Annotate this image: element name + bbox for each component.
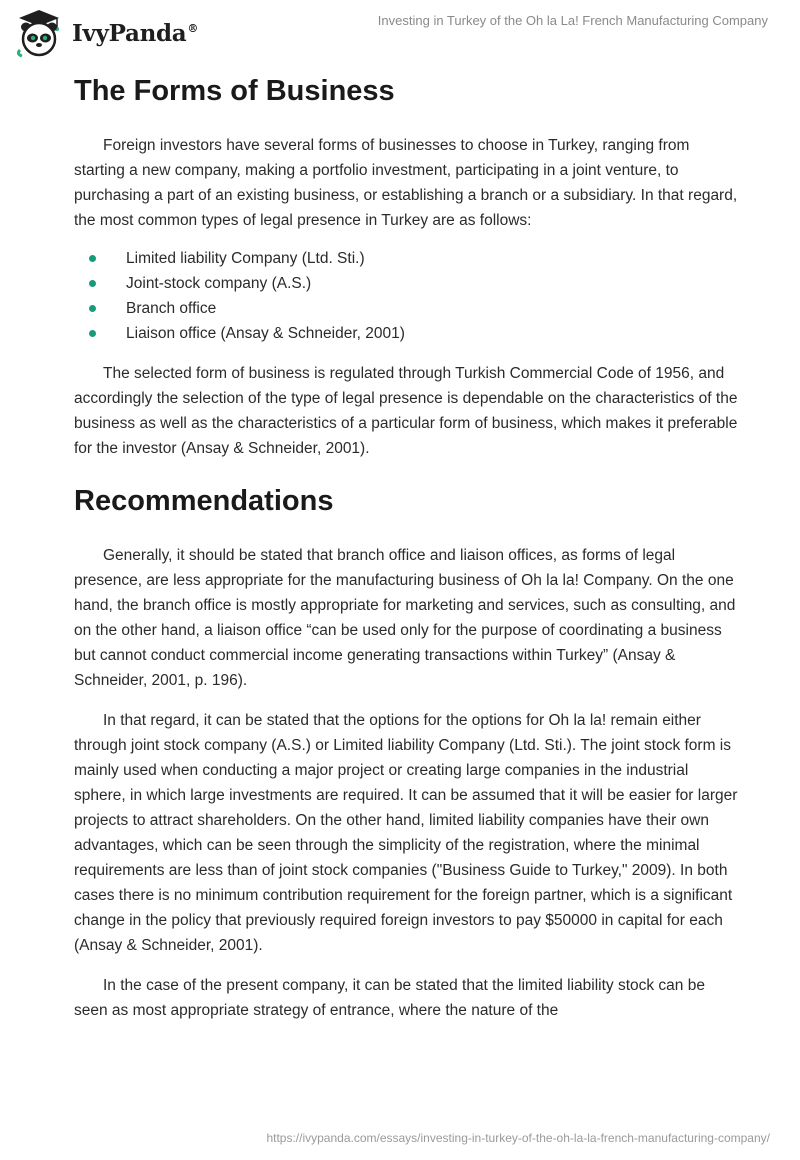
bullet-icon (89, 305, 96, 312)
bullet-icon (89, 330, 96, 337)
essay-content (74, 71, 740, 1023)
document-title: Investing in Turkey of the Oh la La! French Manufacturing Company (377, 13, 768, 28)
list-item: Joint-stock company (A.S.) (74, 271, 740, 296)
forms-after-paragraph: The selected form of business is regulated through Turkish Commercial Code of 1956, and accordingly the selection of the type of legal presence is dependable on the characteristics of the business as well as the characteristics of a particular form of business, which makes it preferable for the investor (Ansay & Schneider, 2001). (74, 365, 738, 457)
list-item: Branch office (74, 296, 740, 321)
logo-wordmark: IvyPanda® (72, 19, 199, 47)
heading-forms-of-business: The Forms of Business (74, 75, 395, 107)
heading-recommendations: Recommendations (74, 485, 334, 517)
recommendation-paragraph: In the case of the present company, it can be stated that the limited liability stock can be seen as most appropriate strategy of entrance, where the nature of the (74, 977, 705, 1019)
ivypanda-logo[interactable] (14, 8, 198, 58)
bullet-icon (89, 255, 96, 262)
source-url-link[interactable]: https://ivypanda.com/essays/investing-in-turkey-of-the-oh-la-la-french-manufacturing-company/ (266, 1131, 770, 1145)
bullet-icon (89, 280, 96, 287)
list-item: Liaison office (Ansay & Schneider, 2001) (74, 321, 740, 346)
recommendation-paragraph: In that regard, it can be stated that the options for the options for Oh la la! remain either through joint stock company (A.S.) or Limited liability Company (Ltd. Sti.). The joint stock form is mainly used when conducting a major project or creating large companies in the industrial sphere, in which large investments are required. It can be assumed that it will be easier for larger projects to attract shareholders. On the other hand, limited liability companies have their own advantages, which can be seen through the simplicity of the registration, where the minimal requirements are less than of joint stock companies ("Business Guide to Turkey," 2009). In both cases there is no minimum contribution requirement for the foreign partner, which is a significant change in the policy that previously required foreign investors to pay $50000 in capital for each (Ansay & Schneider, 2001). (74, 712, 738, 954)
forms-intro-paragraph: Foreign investors have several forms of businesses to choose in Turkey, ranging from starting a new company, making a portfolio investment, participating in a joint venture, to purchasing a part of an existing business, or establishing a branch or a subsidiary. In that regard, the most common types of legal presence in Turkey are as follows: (74, 137, 738, 229)
recommendation-paragraph: Generally, it should be stated that branch office and liaison offices, as forms of legal presence, are less appropriate for the manufacturing business of Oh la la! Company. On the one hand, the branch office is mostly appropriate for marketing and services, such as consulting, and on the other hand, a liaison office “can be used only for the purpose of coordinating a business but cannot conduct commercial income generating transactions within Turkey” (Ansay & Schneider, 2001, p. 196). (74, 547, 736, 689)
list-item: Limited liability Company (Ltd. Sti.) (74, 246, 740, 271)
panda-graduate-icon (14, 8, 64, 58)
legal-presence-list (74, 246, 740, 346)
